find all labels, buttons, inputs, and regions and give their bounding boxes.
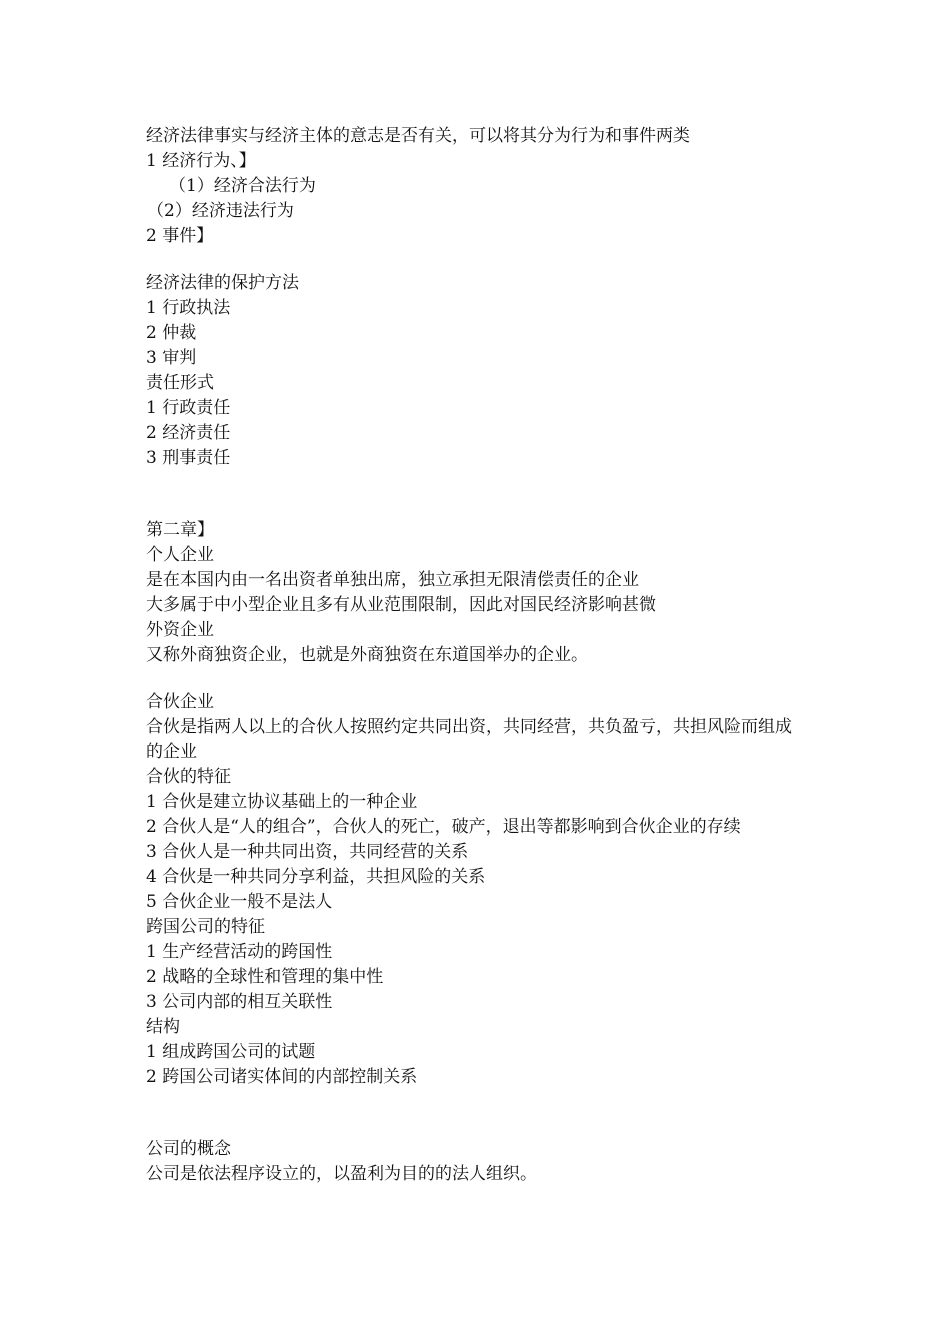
multinational-title: 跨国公司的特征: [146, 917, 265, 937]
list-item: 2 合伙人是“人的组合”，合伙人的死亡，破产，退出等都影响到合伙企业的存续: [146, 817, 741, 837]
list-item: 3 刑事责任: [146, 448, 231, 468]
partnership-definition: 合伙是指两人以上的合伙人按照约定共同出资，共同经营，共负盈亏，共担风险而组成的企业: [146, 717, 792, 762]
structure-title: 结构: [146, 1017, 180, 1037]
chapter-heading: 第二章】: [146, 520, 214, 540]
section1-intro: 经济法律事实与经济主体的意志是否有关，可以将其分为行为和事件两类: [146, 126, 690, 146]
list-item: 1 经济行为、】: [146, 151, 256, 171]
spacer: [146, 249, 806, 271]
spacer: [146, 1090, 806, 1137]
partnership-title: 合伙企业: [146, 692, 214, 712]
foreign-title: 外资企业: [146, 620, 214, 640]
list-item: 2 仲裁: [146, 323, 197, 343]
list-item: （2）经济违法行为: [147, 201, 294, 221]
document-page: [146, 124, 806, 1187]
paragraph-line: 大多属于中小型企业且多有从业范围限制，因此对国民经济影响甚微: [146, 595, 656, 615]
list-item: 1 生产经营活动的跨国性: [146, 942, 333, 962]
list-item: 1 行政责任: [146, 398, 231, 418]
paragraph-line: 又称外商独资企业，也就是外商独资在东道国举办的企业。: [146, 645, 588, 665]
list-item: （1）经济合法行为: [169, 176, 316, 196]
paragraph-line: 是在本国内由一名出资者单独出席，独立承担无限清偿责任的企业: [146, 570, 639, 590]
spacer: [146, 668, 806, 690]
list-item: 3 合伙人是一种共同出资，共同经营的关系: [146, 842, 469, 862]
list-item: 2 战略的全球性和管理的集中性: [146, 967, 384, 987]
individual-title: 个人企业: [146, 545, 214, 565]
list-item: 4 合伙是一种共同分享利益，共担风险的关系: [146, 867, 486, 887]
section2-title: 经济法律的保护方法: [146, 273, 299, 293]
list-item: 1 合伙是建立协议基础上的一种企业: [146, 792, 418, 812]
list-item: 1 组成跨国公司的试题: [146, 1042, 316, 1062]
liability-title: 责任形式: [146, 373, 214, 393]
list-item: 1 行政执法: [146, 298, 231, 318]
list-item: 2 经济责任: [146, 423, 231, 443]
partnership-features-title: 合伙的特征: [146, 767, 231, 787]
list-item: 2 事件】: [146, 226, 214, 246]
company-title: 公司的概念: [146, 1139, 231, 1159]
spacer: [146, 471, 806, 518]
list-item: 3 公司内部的相互关联性: [146, 992, 333, 1012]
company-definition: 公司是依法程序设立的，以盈利为目的的法人组织。: [146, 1164, 537, 1184]
list-item: 2 跨国公司诸实体间的内部控制关系: [146, 1067, 418, 1087]
list-item: 3 审判: [146, 348, 197, 368]
list-item: 5 合伙企业一般不是法人: [146, 892, 333, 912]
